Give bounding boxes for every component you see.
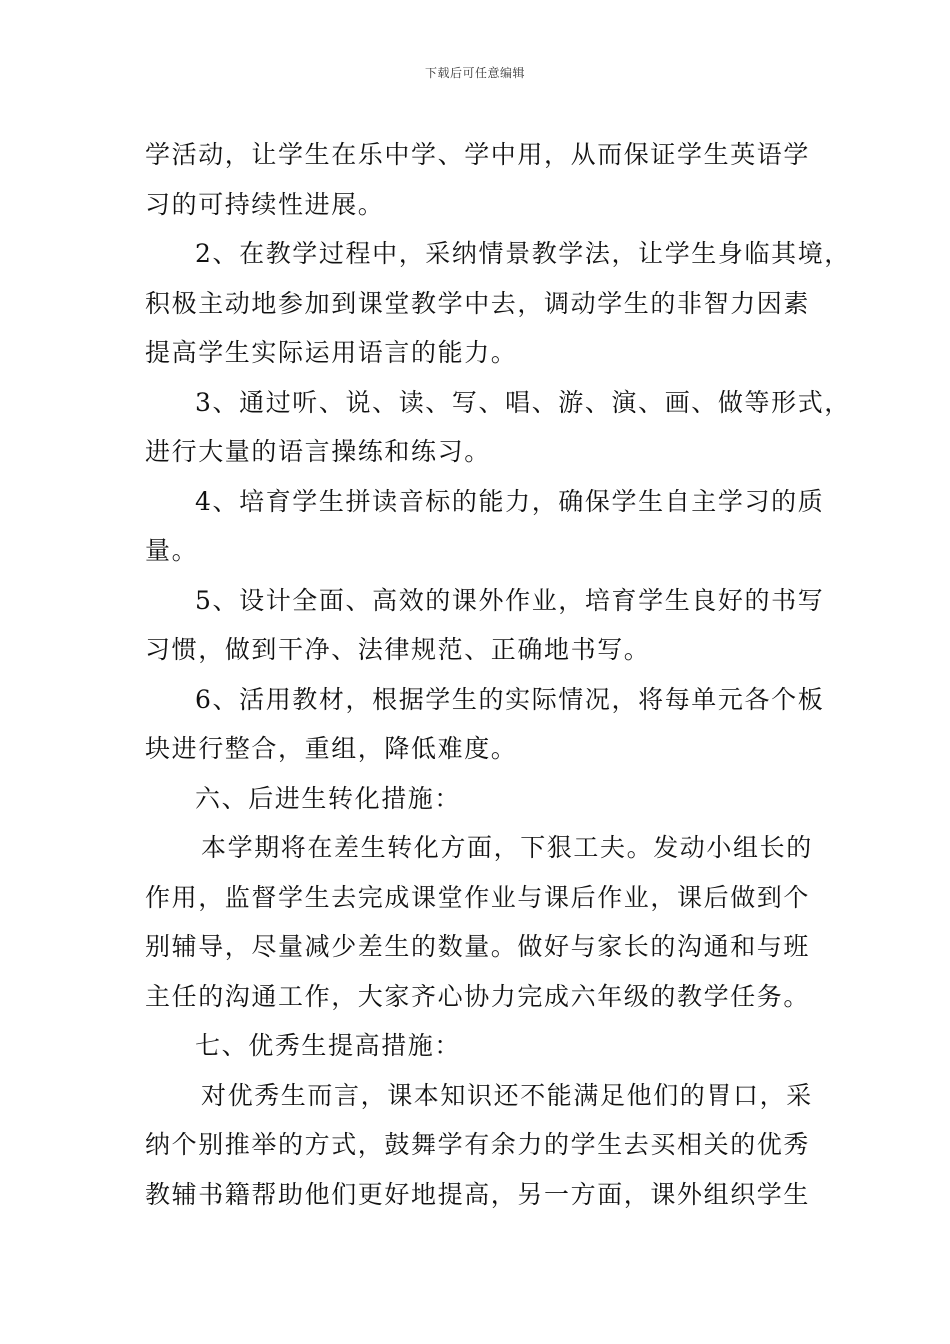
text-line: 六、后进生转化措施：	[195, 783, 462, 813]
text-line: 教辅书籍帮助他们更好地提高，另一方面，课外组织学生	[145, 1179, 811, 1209]
text-line: 块进行整合，重组，降低难度。	[145, 734, 518, 763]
text-line: 学活动，让学生在乐中学、学中用，从而保证学生英语学	[145, 140, 811, 169]
paragraph-lagging-students	[145, 823, 815, 1021]
text-line: 3、通过听、说、读、写、唱、游、演、画、做等形式，	[195, 387, 851, 417]
text-line: 5、设计全面、高效的课外作业，培育学生良好的书写	[195, 585, 825, 615]
text-line: 纳个别推举的方式，鼓舞学有余力的学生去买相关的优秀	[145, 1130, 811, 1159]
text-line: 本学期将在差生转化方面，下狠工夫。发动小组长的	[201, 833, 813, 862]
paragraph-item-2	[145, 229, 851, 378]
text-line: 习惯，做到干净、法律规范、正确地书写。	[145, 635, 651, 664]
paragraph-item-3	[145, 378, 851, 477]
text-line: 4、培育学生拼读音标的能力，确保学生自主学习的质	[195, 486, 825, 516]
document-body	[145, 130, 851, 1219]
text-line: 主任的沟通工作，大家齐心协力完成六年级的教学任务。	[145, 981, 811, 1011]
text-line: 对优秀生而言，课本知识还不能满足他们的胃口，采	[201, 1080, 813, 1110]
paragraph-item-5	[145, 576, 825, 675]
text-line: 习的可持续性进展。	[145, 189, 385, 219]
page-header: 下载后可任意编辑	[424, 66, 525, 80]
paragraph-continuation	[145, 130, 815, 229]
text-line: 6、活用教材，根据学生的实际情况，将每单元各个板	[195, 684, 825, 714]
section-heading-seven	[145, 1021, 815, 1071]
text-line: 积极主动地参加到课堂教学中去，调动学生的非智力因素	[145, 288, 811, 318]
text-line: 2、在教学过程中，采纳情景教学法，让学生身临其境，	[195, 239, 851, 268]
text-line: 量。	[145, 536, 199, 565]
paragraph-item-4	[145, 477, 825, 576]
section-heading-six	[145, 774, 815, 824]
text-line: 七、优秀生提高措施：	[195, 1031, 462, 1060]
paragraph-item-6	[145, 675, 825, 774]
text-line: 进行大量的语言操练和练习。	[145, 437, 491, 466]
text-line: 提高学生实际运用语言的能力。	[145, 338, 518, 367]
text-line: 作用，监督学生去完成课堂作业与课后作业，课后做到个	[145, 882, 811, 912]
text-line: 别辅导，尽量减少差生的数量。做好与家长的沟通和与班	[145, 932, 811, 961]
paragraph-excellent-students	[145, 1071, 815, 1220]
